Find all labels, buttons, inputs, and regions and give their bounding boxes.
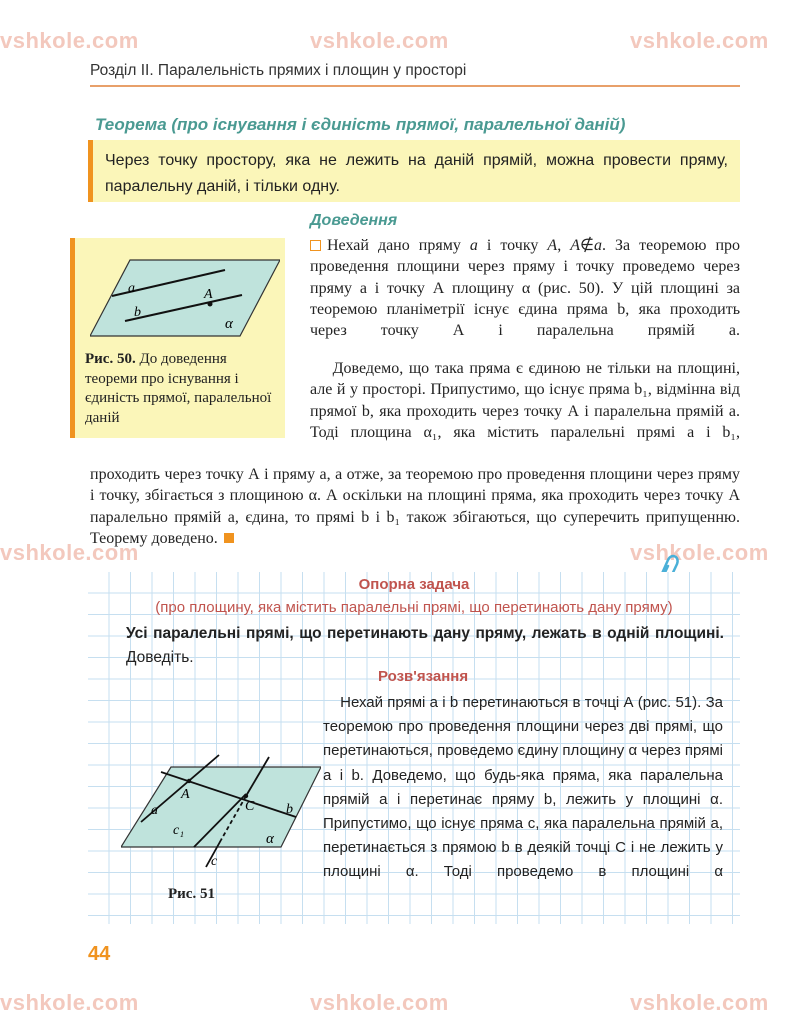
theorem-box [88,140,740,202]
figure-51-diagram [121,752,321,882]
task-box [88,572,740,924]
figure-50 [70,238,285,438]
point-A [187,779,191,783]
proof-p1-intro: Нехай дано пряму [327,237,461,254]
figure-51-caption: Рис. 51 [168,886,215,902]
task-statement [126,622,724,670]
label-A: A [181,787,190,802]
figure-50-caption-number: Рис. 50. [85,351,136,367]
watermark: vshkole.com [0,28,139,53]
proof-p3-text: проходить через точку А і пряму а, а отже, за теоремою про проведення площини через пряму і точку, збігається з площиною α. А оскільки на площині пряма, яка проходить через точку А паралельно прямій а, єдина, то прямі b і b₁ також збігаються, що суперечить припущенню. Теорему доведено. [90,466,740,547]
theorem-title: Теорема (про існування і єдиність прямої, паралельної даній) [95,115,626,134]
figure-50-diagram [90,248,280,348]
label-a: a [128,281,135,296]
proof-end-square-icon [224,533,234,543]
plane-alpha [90,260,280,336]
watermark: vshkole.com [0,990,139,1015]
figure-50-caption-text: До доведення теореми про існування і єдиність прямої, паралельної даній [85,351,272,426]
theorem-text: Через точку простору, яка не лежить на даній прямій, можна провести пряму, паралельну даній, і тільки одну. [105,152,728,195]
point-C [244,794,248,798]
watermark: vshkole.com [630,540,769,565]
page-number: 44 [88,943,111,965]
watermark: vshkole.com [310,28,449,53]
solution-title: Розв'язання [378,668,469,685]
label-C: C [245,799,255,814]
point-A [208,302,213,307]
proof-paragraph-2 [310,358,740,443]
label-b: b [134,305,141,320]
figure-50-caption [85,350,275,428]
watermark: vshkole.com [630,28,769,53]
task-subtitle: (про площину, яка містить паралельні прямі, що перетинають дану пряму) [155,599,673,616]
task-statement-rest: Доведіть. [126,649,194,666]
task-title: Опорна задача [358,576,470,593]
proof-p1-body: За теоремою про проведення площини через пряму і точку проведемо через пряму а і точку А площину α (рис. 50). У цій площині за теоремою планіметрії існує єдина пряма b, яка проходить через точку А і паралельна прямій а. [310,237,741,340]
solution-text-body: Нехай прямі а і b перетинаються в точці А (рис. 51). За теоремою про проведення площини через дві прямі, що перетинаються, проведемо єдину площину α через прямі а і b. Доведемо, що будь-яка пряма, яка паралельна прямій а і перетинає пряму b, лежить у площині α. Припустимо, що існує пряма с, яка паралельна прямій а, перетинається з прямою b в деякій точці С і не лежить у площині α. Тоді проведемо в площині α [323,694,723,881]
header-divider [90,85,740,87]
label-alpha: α [225,316,233,332]
section-header: Розділ ІІ. Паралельність прямих і площин у просторі [90,62,467,79]
label-c: c [211,854,218,869]
label-c1: c₁ [173,823,185,838]
watermark: vshkole.com [310,990,449,1015]
label-A: A [204,287,213,302]
label-alpha: α [266,831,274,847]
label-b: b [286,802,293,817]
proof-start-square-icon [310,240,321,251]
watermark: vshkole.com [630,990,769,1015]
task-statement-bold: Усі паралельні прямі, що перетинають дану пряму, лежать в одній площині. [126,625,724,642]
solution-text [323,691,723,885]
proof-p2-text: Доведемо, що така пряма є єдиною не тільки на площині, але й у просторі. Припустимо, що існує пряма b₁, відмінна від прямої b, яка проходить через точку А і паралельна прямій а. Тоді площина α₁, яка містить паралельні прямі а і b₁, [310,360,741,441]
proof-paragraph-3 [90,464,740,549]
label-a: a [151,803,158,818]
proof-paragraph-1: Нехай дано пряму a і точку A, A∉a. За теоремою про проведення площини через пряму і точку проведемо через пряму а і точку А площину α (рис. 50). У цій площині за теоремою планіметрії існує єдина пряма b, яка проходить через точку А і паралельна прямій а. [310,237,741,340]
watermark: vshkole.com [0,540,139,565]
proof-title: Доведення [310,212,398,229]
